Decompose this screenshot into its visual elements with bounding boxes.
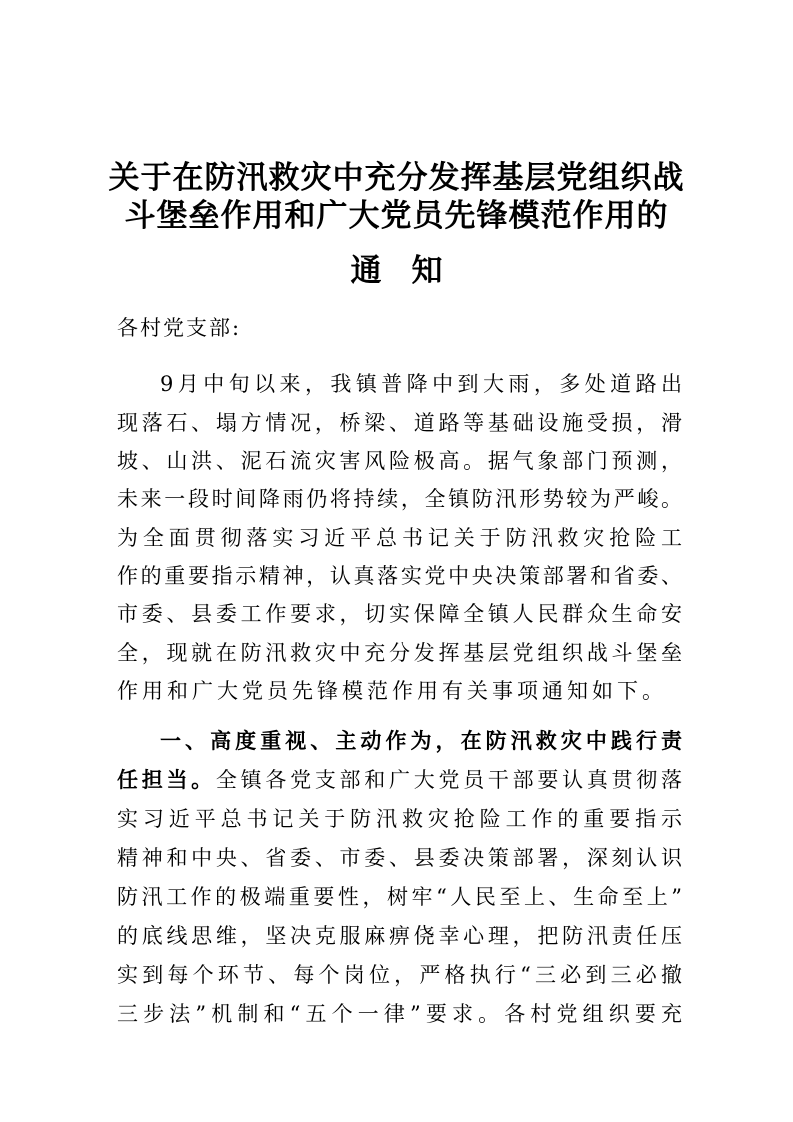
paragraph1-line: 为全面贯彻落实习近平总书记关于防汛救灾抢险工 bbox=[117, 526, 682, 550]
section1-line: 防汛工作的极端重要性，树牢“人民至上、生命至上” bbox=[117, 885, 682, 909]
title-line-1: 关于在防汛救灾中充分发挥基层党组织战 bbox=[108, 160, 685, 196]
section1-line: 实习近平总书记关于防汛救灾抢险工作的重要指示 bbox=[117, 807, 682, 831]
section1-line: 精神和中央、省委、市委、县委决策部署，深刻认识 bbox=[117, 846, 682, 870]
section1-heading: 一、高度重视、主动作为，在防汛救灾中践行责 bbox=[160, 728, 682, 753]
paragraph1-line: 作的重要指示精神，认真落实党中央决策部署和省委、 bbox=[117, 564, 682, 588]
section1-body-start: 全镇各党支部和广大党员干部要认真贯彻落 bbox=[215, 768, 683, 792]
title-line-2: 斗堡垒作用和广大党员先锋模范作用的 bbox=[124, 198, 669, 234]
salutation: 各村党支部: bbox=[117, 316, 242, 340]
title-line-3: 通知 bbox=[350, 253, 473, 289]
paragraph1-line: 现落石、塌方情况，桥梁、道路等基础设施受损，滑 bbox=[117, 411, 682, 435]
section1-heading-continued bbox=[117, 765, 682, 795]
paragraph1-line: 作用和广大党员先锋模范作用有关事项通知如下。 bbox=[117, 679, 667, 703]
paragraph1-line: 坡、山洪、泥石流灾害风险极高。据气象部门预测， bbox=[117, 449, 682, 473]
section1-heading-end: 任担当。 bbox=[117, 767, 216, 792]
paragraph1-line: 全，现就在防汛救灾中充分发挥基层党组织战斗堡垒 bbox=[117, 641, 682, 665]
section1-line: 三步法”机制和“五个一律”要求。各村党组织要充 bbox=[117, 1002, 682, 1026]
paragraph1-line: 市委、县委工作要求，切实保障全镇人民群众生命安 bbox=[117, 602, 682, 626]
paragraph1-line: 未来一段时间降雨仍将持续，全镇防汛形势较为严峻。 bbox=[117, 487, 682, 511]
section1-line: 实到每个环节、每个岗位，严格执行“三必到三必撤 bbox=[117, 963, 682, 987]
section1-line: 的底线思维，坚决克服麻痹侥幸心理，把防汛责任压 bbox=[117, 924, 682, 948]
paragraph1-line: 9月中旬以来，我镇普降中到大雨，多处道路出 bbox=[160, 372, 682, 396]
